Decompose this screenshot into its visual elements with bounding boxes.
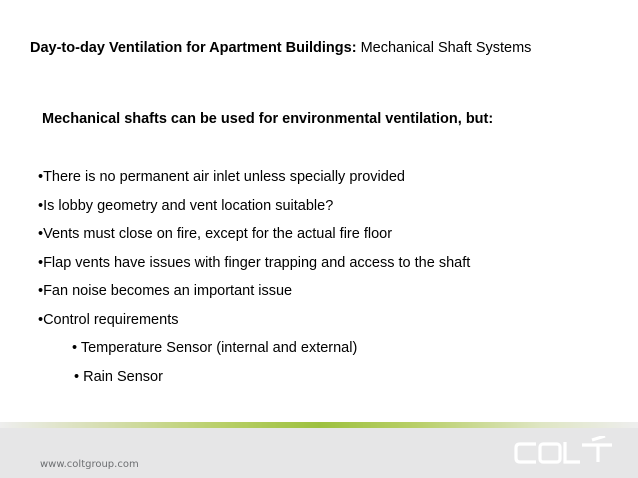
slide-title-rest: Mechanical Shaft Systems — [356, 40, 532, 56]
colt-logo-icon — [512, 436, 616, 468]
bullet-item: •Fan noise becomes an important issue — [38, 283, 293, 299]
logo-letter-o — [540, 444, 560, 462]
bullet-item: •Is lobby geometry and vent location suitable? — [38, 197, 334, 214]
slide-heading: Mechanical shafts can be used for environmental ventilation, but: — [42, 111, 494, 127]
logo-letter-c — [516, 444, 536, 462]
logo-letter-t — [582, 445, 612, 462]
footer-url: www.coltgroup.com — [40, 459, 139, 470]
bullet-item: •Flap vents have issues with finger trapping and access to the shaft — [38, 254, 471, 271]
slide-title-bold: Day-to-day Ventilation for Apartment Buildings: — [30, 40, 357, 56]
logo-slash — [592, 436, 605, 440]
bullet-item: •Vents must close on fire, except for the actual fire floor — [38, 226, 393, 242]
footer-accent-stripe — [0, 422, 638, 428]
sub-bullet-item: • Temperature Sensor (internal and external) — [72, 340, 358, 356]
slide-title — [30, 40, 531, 56]
bullet-item: •There is no permanent air inlet unless specially provided — [38, 169, 405, 185]
logo-letter-l — [565, 442, 580, 462]
sub-bullet-item: • Rain Sensor — [74, 368, 163, 385]
bullet-list — [38, 166, 470, 394]
bullet-item: •Control requirements — [38, 311, 179, 328]
colt-logo-letters — [516, 436, 612, 462]
